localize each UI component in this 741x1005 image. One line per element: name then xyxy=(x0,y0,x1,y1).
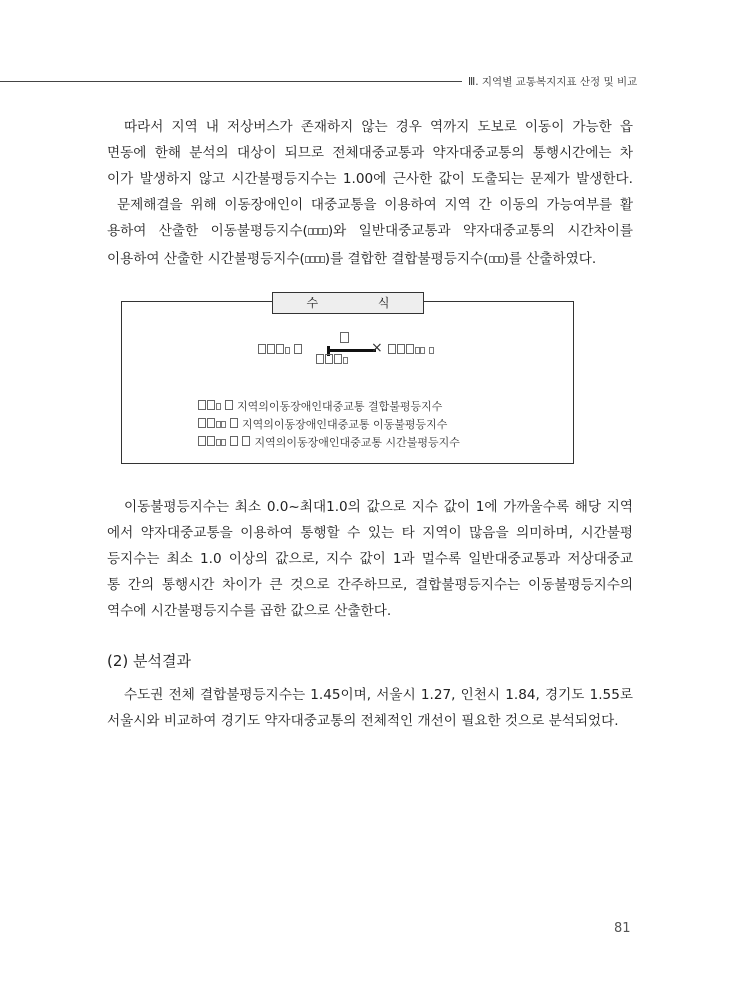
intro-line-2: 면동에 한해 분석의 대상이 되므로 전체대중교통과 약자대중교통의 통행시간에는 차 xyxy=(107,145,633,161)
combined-index-lhs xyxy=(258,344,303,357)
intro-line-5: 용하여 산출한 이동불평등지수( )와 일반대중교통과 약자대중교통의 시간차이를 xyxy=(107,223,634,239)
combined-index-symbol xyxy=(489,257,504,265)
fraction-bar xyxy=(328,349,376,352)
multiply-operator: × xyxy=(371,340,383,356)
body-line-5: 역수에 시간불평등지수를 곱한 값으로 산출한다. xyxy=(107,603,392,619)
body-line-3: 등지수는 최소 1.0 이상의 값으로, 지수 값이 1과 멀수록 일반대중교통과 저상대중교 xyxy=(107,551,633,567)
section-title: (2) 분석결과 xyxy=(107,652,191,670)
running-header: Ⅲ. 지역별 교통복지지표 산정 및 비교 xyxy=(468,76,638,88)
numerator-box xyxy=(340,332,350,346)
definition-mobility: 지역의이동장애인대중교통 이동불평등지수 xyxy=(198,416,460,434)
intro-paragraph xyxy=(107,114,633,274)
results-line-2: 서울시와 비교하여 경기도 약자대중교통의 전체적인 개선이 필요한 것으로 분석되었다. xyxy=(107,713,619,729)
intro-line-3: 이가 발생하지 않고 시간불평등지수는 1.00에 근사한 값이 도출되는 문제가 발생한다. xyxy=(107,171,633,187)
time-index-symbol xyxy=(305,257,325,265)
formula-equation xyxy=(258,334,448,378)
formula-title: 수 식 xyxy=(272,292,424,314)
definition-time: 지역의이동장애인대중교통 시간불평등지수 xyxy=(198,434,460,452)
header-rule xyxy=(0,81,462,82)
intro-line-1: 따라서 지역 내 저상버스가 존재하지 않는 경우 역까지 도보로 이동이 가능한 읍 xyxy=(124,119,633,135)
body-line-2: 에서 약자대중교통을 이용하여 통행할 수 있는 타 지역이 많음을 의미하며, 시간불평 xyxy=(107,525,633,541)
mobility-index-denominator xyxy=(316,354,348,367)
intro-line-4: 문제해결을 위해 이동장애인이 대중교통을 이용하여 지역 간 이동의 가능여부를 활 xyxy=(117,197,633,213)
formula-definitions xyxy=(198,398,460,452)
definition-combined: 지역의이동장애인대중교통 결합불평등지수 xyxy=(198,398,460,416)
intro-line-6: 이용하여 산출한 시간불평등지수( )를 결합한 결합불평등지수( )를 산출하였다. xyxy=(107,251,597,267)
body-line-4: 통 간의 통행시간 차이가 큰 것으로 간주하므로, 결합불평등지수는 이동불평등지수의 xyxy=(107,577,633,593)
body-paragraph xyxy=(107,494,633,624)
body-line-1: 이동불평등지수는 최소 0.0~최대1.0의 값으로 지수 값이 1에 가까울수록 해당 지역 xyxy=(124,499,633,515)
page-number: 81 xyxy=(614,921,631,936)
mobility-index-symbol xyxy=(308,229,328,237)
results-line-1: 수도권 전체 결합불평등지수는 1.45이며, 서울시 1.27, 인천시 1.84, 경기도 1.55로 xyxy=(124,687,633,703)
results-paragraph xyxy=(107,682,633,734)
time-index-rhs xyxy=(388,344,434,357)
